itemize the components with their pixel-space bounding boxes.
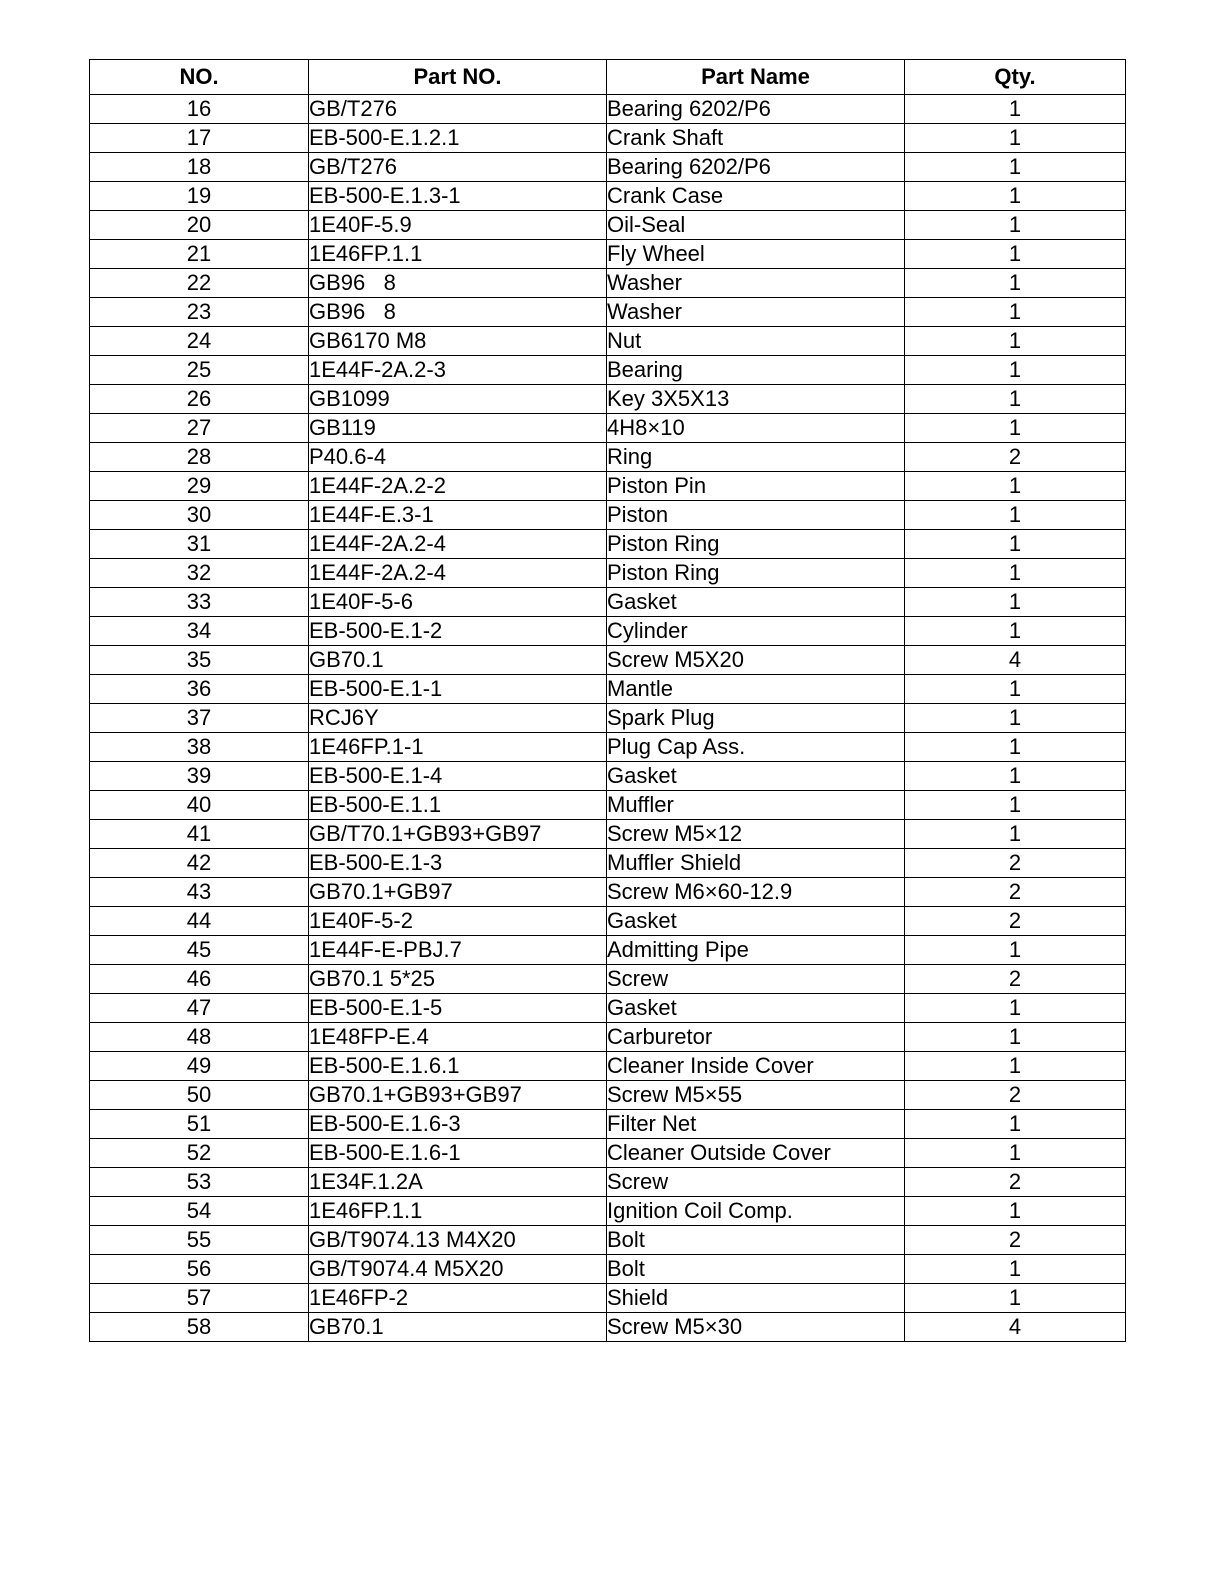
table-row — [90, 1255, 1126, 1284]
header-part-no: Part NO. — [309, 60, 607, 95]
table-row — [90, 1081, 1126, 1110]
row-qty: 1 — [905, 1197, 1126, 1226]
table-row — [90, 617, 1126, 646]
row-part-no: 1E44F-2A.2-3 — [309, 356, 607, 385]
row-part-no: 1E44F-2A.2-4 — [309, 530, 607, 559]
table-row — [90, 704, 1126, 733]
row-no: 44 — [90, 907, 309, 936]
row-part-no: GB/T9074.13 M4X20 — [309, 1226, 607, 1255]
row-part-no: GB70.1 — [309, 1313, 607, 1342]
row-part-name: Screw M5×12 — [607, 820, 905, 849]
table-row — [90, 501, 1126, 530]
row-part-name: Screw — [607, 1168, 905, 1197]
row-qty: 1 — [905, 675, 1126, 704]
row-qty: 2 — [905, 1081, 1126, 1110]
table-row — [90, 414, 1126, 443]
table-row — [90, 1197, 1126, 1226]
row-part-no: GB96 8 — [309, 269, 607, 298]
row-part-no: 1E46FP.1-1 — [309, 733, 607, 762]
row-qty: 2 — [905, 443, 1126, 472]
row-part-no: GB70.1 5*25 — [309, 965, 607, 994]
row-part-no: 1E44F-2A.2-4 — [309, 559, 607, 588]
row-no: 26 — [90, 385, 309, 414]
row-part-no: GB6170 M8 — [309, 327, 607, 356]
row-part-no: RCJ6Y — [309, 704, 607, 733]
table-row — [90, 182, 1126, 211]
table-row — [90, 646, 1126, 675]
row-no: 53 — [90, 1168, 309, 1197]
row-part-name: Piston Ring — [607, 530, 905, 559]
table-row — [90, 443, 1126, 472]
header-qty: Qty. — [905, 60, 1126, 95]
row-qty: 1 — [905, 704, 1126, 733]
table-row — [90, 1226, 1126, 1255]
row-qty: 1 — [905, 1052, 1126, 1081]
header-part-name: Part Name — [607, 60, 905, 95]
table-row — [90, 1110, 1126, 1139]
row-part-no: GB70.1 — [309, 646, 607, 675]
row-qty: 1 — [905, 1110, 1126, 1139]
header-no: NO. — [90, 60, 309, 95]
row-no: 21 — [90, 240, 309, 269]
row-qty: 1 — [905, 733, 1126, 762]
row-part-no: 1E46FP-2 — [309, 1284, 607, 1313]
row-no: 25 — [90, 356, 309, 385]
row-part-name: Key 3X5X13 — [607, 385, 905, 414]
row-part-no: GB/T276 — [309, 95, 607, 124]
row-qty: 1 — [905, 588, 1126, 617]
row-part-name: Screw — [607, 965, 905, 994]
table-row — [90, 153, 1126, 182]
table-row — [90, 559, 1126, 588]
row-qty: 2 — [905, 878, 1126, 907]
row-part-name: Gasket — [607, 588, 905, 617]
row-part-name: Cleaner Outside Cover — [607, 1139, 905, 1168]
row-part-no: 1E46FP.1.1 — [309, 1197, 607, 1226]
row-qty: 1 — [905, 762, 1126, 791]
row-no: 52 — [90, 1139, 309, 1168]
row-no: 34 — [90, 617, 309, 646]
row-qty: 2 — [905, 965, 1126, 994]
row-qty: 1 — [905, 269, 1126, 298]
row-qty: 1 — [905, 1284, 1126, 1313]
row-part-no: 1E34F.1.2A — [309, 1168, 607, 1197]
row-part-name: Washer — [607, 298, 905, 327]
row-no: 27 — [90, 414, 309, 443]
row-no: 32 — [90, 559, 309, 588]
row-no: 43 — [90, 878, 309, 907]
row-part-no: GB70.1+GB97 — [309, 878, 607, 907]
row-part-name: Gasket — [607, 907, 905, 936]
table-row — [90, 965, 1126, 994]
row-no: 36 — [90, 675, 309, 704]
row-part-no: GB1099 — [309, 385, 607, 414]
table-row — [90, 762, 1126, 791]
row-qty: 1 — [905, 1255, 1126, 1284]
table-row — [90, 269, 1126, 298]
row-no: 38 — [90, 733, 309, 762]
row-no: 22 — [90, 269, 309, 298]
row-part-name: Filter Net — [607, 1110, 905, 1139]
row-qty: 1 — [905, 530, 1126, 559]
table-row — [90, 298, 1126, 327]
row-part-name: Piston Ring — [607, 559, 905, 588]
row-part-no: EB-500-E.1.2.1 — [309, 124, 607, 153]
row-part-name: 4H8×10 — [607, 414, 905, 443]
table-row — [90, 1168, 1126, 1197]
row-part-name: Bearing — [607, 356, 905, 385]
row-qty: 1 — [905, 95, 1126, 124]
row-qty: 1 — [905, 327, 1126, 356]
row-no: 58 — [90, 1313, 309, 1342]
row-no: 49 — [90, 1052, 309, 1081]
row-no: 54 — [90, 1197, 309, 1226]
table-row — [90, 240, 1126, 269]
table-row — [90, 1313, 1126, 1342]
row-no: 20 — [90, 211, 309, 240]
row-no: 29 — [90, 472, 309, 501]
table-row — [90, 936, 1126, 965]
table-row — [90, 327, 1126, 356]
row-no: 30 — [90, 501, 309, 530]
row-qty: 1 — [905, 240, 1126, 269]
row-part-no: GB96 8 — [309, 298, 607, 327]
row-part-no: EB-500-E.1-2 — [309, 617, 607, 646]
row-part-name: Ignition Coil Comp. — [607, 1197, 905, 1226]
table-row — [90, 675, 1126, 704]
row-part-name: Piston — [607, 501, 905, 530]
parts-list-page — [89, 59, 1125, 1342]
row-qty: 1 — [905, 385, 1126, 414]
row-no: 37 — [90, 704, 309, 733]
row-no: 24 — [90, 327, 309, 356]
row-part-no: EB-500-E.1-4 — [309, 762, 607, 791]
table-row — [90, 1023, 1126, 1052]
row-qty: 1 — [905, 182, 1126, 211]
row-part-no: 1E40F-5.9 — [309, 211, 607, 240]
row-no: 41 — [90, 820, 309, 849]
row-part-name: Screw M5×55 — [607, 1081, 905, 1110]
row-part-no: 1E44F-E-PBJ.7 — [309, 936, 607, 965]
row-no: 40 — [90, 791, 309, 820]
row-no: 23 — [90, 298, 309, 327]
table-header — [90, 60, 1126, 95]
row-qty: 1 — [905, 124, 1126, 153]
row-part-no: EB-500-E.1.3-1 — [309, 182, 607, 211]
table-row — [90, 820, 1126, 849]
row-part-name: Cylinder — [607, 617, 905, 646]
row-no: 51 — [90, 1110, 309, 1139]
table-row — [90, 849, 1126, 878]
row-part-no: EB-500-E.1.6-3 — [309, 1110, 607, 1139]
row-part-no: EB-500-E.1.6.1 — [309, 1052, 607, 1081]
table-row — [90, 124, 1126, 153]
table-row — [90, 530, 1126, 559]
table-body — [90, 95, 1126, 1342]
row-no: 57 — [90, 1284, 309, 1313]
row-part-name: Muffler Shield — [607, 849, 905, 878]
table-row — [90, 588, 1126, 617]
row-qty: 1 — [905, 356, 1126, 385]
row-no: 35 — [90, 646, 309, 675]
row-part-name: Fly Wheel — [607, 240, 905, 269]
row-qty: 1 — [905, 936, 1126, 965]
row-no: 19 — [90, 182, 309, 211]
row-qty: 1 — [905, 298, 1126, 327]
header-row — [90, 60, 1126, 95]
row-qty: 1 — [905, 501, 1126, 530]
row-qty: 2 — [905, 1168, 1126, 1197]
row-part-name: Crank Case — [607, 182, 905, 211]
row-qty: 1 — [905, 414, 1126, 443]
row-qty: 1 — [905, 820, 1126, 849]
row-qty: 1 — [905, 211, 1126, 240]
row-part-name: Plug Cap Ass. — [607, 733, 905, 762]
row-part-name: Admitting Pipe — [607, 936, 905, 965]
table-row — [90, 733, 1126, 762]
row-part-name: Nut — [607, 327, 905, 356]
row-part-no: GB/T70.1+GB93+GB97 — [309, 820, 607, 849]
row-part-no: EB-500-E.1.1 — [309, 791, 607, 820]
row-part-name: Piston Pin — [607, 472, 905, 501]
row-part-name: Bearing 6202/P6 — [607, 95, 905, 124]
table-row — [90, 907, 1126, 936]
row-no: 28 — [90, 443, 309, 472]
table-row — [90, 994, 1126, 1023]
table-row — [90, 1052, 1126, 1081]
table-row — [90, 385, 1126, 414]
row-part-no: 1E48FP-E.4 — [309, 1023, 607, 1052]
row-part-name: Shield — [607, 1284, 905, 1313]
row-no: 55 — [90, 1226, 309, 1255]
row-qty: 1 — [905, 1023, 1126, 1052]
row-part-no: 1E40F-5-6 — [309, 588, 607, 617]
row-no: 45 — [90, 936, 309, 965]
row-qty: 2 — [905, 907, 1126, 936]
row-qty: 2 — [905, 1226, 1126, 1255]
row-no: 31 — [90, 530, 309, 559]
row-part-name: Bearing 6202/P6 — [607, 153, 905, 182]
row-part-name: Screw M6×60-12.9 — [607, 878, 905, 907]
row-part-no: EB-500-E.1-1 — [309, 675, 607, 704]
table-row — [90, 356, 1126, 385]
row-no: 48 — [90, 1023, 309, 1052]
row-part-name: Ring — [607, 443, 905, 472]
row-no: 46 — [90, 965, 309, 994]
row-part-name: Gasket — [607, 994, 905, 1023]
table-row — [90, 95, 1126, 124]
table-row — [90, 472, 1126, 501]
row-qty: 1 — [905, 791, 1126, 820]
row-no: 17 — [90, 124, 309, 153]
row-qty: 1 — [905, 617, 1126, 646]
parts-table — [89, 59, 1126, 1342]
row-no: 42 — [90, 849, 309, 878]
row-qty: 1 — [905, 559, 1126, 588]
row-no: 47 — [90, 994, 309, 1023]
row-no: 39 — [90, 762, 309, 791]
row-part-no: GB70.1+GB93+GB97 — [309, 1081, 607, 1110]
row-part-name: Washer — [607, 269, 905, 298]
row-part-no: EB-500-E.1-3 — [309, 849, 607, 878]
row-part-no: EB-500-E.1-5 — [309, 994, 607, 1023]
row-part-name: Muffler — [607, 791, 905, 820]
row-part-name: Bolt — [607, 1255, 905, 1284]
row-qty: 2 — [905, 849, 1126, 878]
table-row — [90, 211, 1126, 240]
row-part-name: Bolt — [607, 1226, 905, 1255]
row-no: 50 — [90, 1081, 309, 1110]
row-part-no: P40.6-4 — [309, 443, 607, 472]
row-part-name: Mantle — [607, 675, 905, 704]
row-no: 18 — [90, 153, 309, 182]
row-part-no: EB-500-E.1.6-1 — [309, 1139, 607, 1168]
row-part-no: GB/T276 — [309, 153, 607, 182]
table-row — [90, 1139, 1126, 1168]
row-part-no: 1E44F-E.3-1 — [309, 501, 607, 530]
row-part-no: 1E40F-5-2 — [309, 907, 607, 936]
row-qty: 1 — [905, 153, 1126, 182]
row-part-name: Screw M5×30 — [607, 1313, 905, 1342]
table-row — [90, 878, 1126, 907]
row-no: 16 — [90, 95, 309, 124]
row-part-no: 1E46FP.1.1 — [309, 240, 607, 269]
row-part-no: GB/T9074.4 M5X20 — [309, 1255, 607, 1284]
row-part-name: Cleaner Inside Cover — [607, 1052, 905, 1081]
table-row — [90, 1284, 1126, 1313]
row-qty: 1 — [905, 994, 1126, 1023]
row-part-name: Gasket — [607, 762, 905, 791]
table-row — [90, 791, 1126, 820]
row-part-name: Carburetor — [607, 1023, 905, 1052]
row-part-name: Spark Plug — [607, 704, 905, 733]
row-part-name: Screw M5X20 — [607, 646, 905, 675]
row-part-name: Oil-Seal — [607, 211, 905, 240]
row-qty: 4 — [905, 646, 1126, 675]
row-qty: 1 — [905, 472, 1126, 501]
row-no: 33 — [90, 588, 309, 617]
row-part-no: 1E44F-2A.2-2 — [309, 472, 607, 501]
row-qty: 1 — [905, 1139, 1126, 1168]
row-part-no: GB119 — [309, 414, 607, 443]
row-no: 56 — [90, 1255, 309, 1284]
row-qty: 4 — [905, 1313, 1126, 1342]
row-part-name: Crank Shaft — [607, 124, 905, 153]
